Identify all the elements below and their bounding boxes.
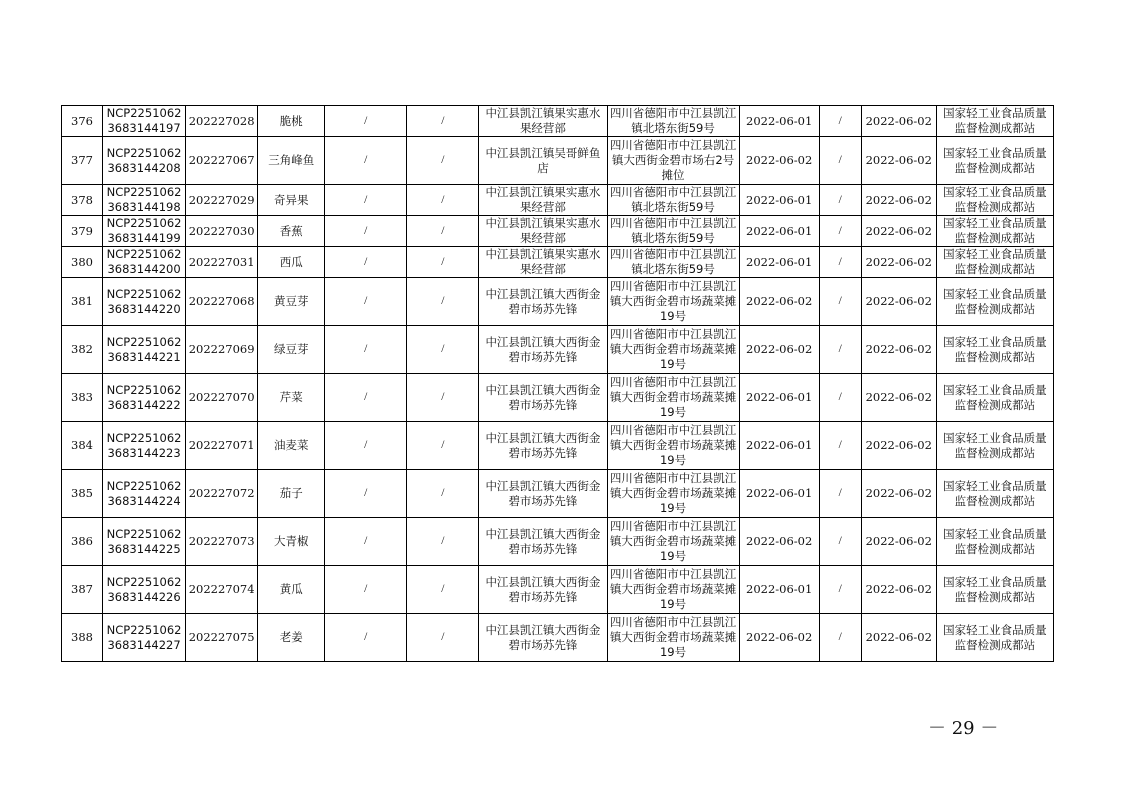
- report-date: 2022-06-02: [861, 326, 936, 374]
- production-date: 2022-06-02: [739, 326, 819, 374]
- entity-address: 四川省德阳市中江县凯江镇大西街金碧市场蔬菜摊19号: [607, 422, 739, 470]
- table-row: [62, 470, 1054, 518]
- empty-field: /: [325, 614, 407, 662]
- entity-address: 四川省德阳市中江县凯江镇大西街金碧市场蔬菜摊19号: [607, 566, 739, 614]
- empty-field: /: [819, 374, 861, 422]
- empty-field: /: [325, 374, 407, 422]
- report-date: 2022-06-02: [861, 470, 936, 518]
- production-date: 2022-06-01: [739, 106, 819, 137]
- empty-field: /: [819, 614, 861, 662]
- testing-agency: 国家轻工业食品质量监督检测成都站: [936, 326, 1053, 374]
- sample-number: 202227031: [186, 247, 258, 278]
- food-name: 黄瓜: [258, 566, 325, 614]
- empty-field: /: [407, 566, 479, 614]
- entity-address: 四川省德阳市中江县凯江镇北塔东街59号: [607, 106, 739, 137]
- row-number: 387: [62, 566, 103, 614]
- testing-agency: 国家轻工业食品质量监督检测成都站: [936, 106, 1053, 137]
- sample-number: 202227075: [186, 614, 258, 662]
- food-name: 老姜: [258, 614, 325, 662]
- empty-field: /: [407, 106, 479, 137]
- sampling-code-line: NCP2251062: [106, 286, 182, 301]
- row-number: 383: [62, 374, 103, 422]
- report-date: 2022-06-02: [861, 106, 936, 137]
- sample-number: 202227067: [186, 137, 258, 185]
- report-date: 2022-06-02: [861, 566, 936, 614]
- sampling-code-line: NCP2251062: [106, 382, 182, 397]
- production-date: 2022-06-01: [739, 470, 819, 518]
- sampling-code: [103, 566, 186, 614]
- sampling-code: [103, 614, 186, 662]
- sampling-code-line: NCP2251062: [106, 247, 182, 261]
- food-name: 大青椒: [258, 518, 325, 566]
- food-name: 黄豆芽: [258, 278, 325, 326]
- sample-number: 202227070: [186, 374, 258, 422]
- sample-number: 202227069: [186, 326, 258, 374]
- sampling-code: [103, 185, 186, 216]
- table-row: [62, 422, 1054, 470]
- empty-field: /: [819, 137, 861, 185]
- sampled-entity: 中江县凯江镇果实惠水果经营部: [479, 216, 607, 247]
- row-number: 378: [62, 185, 103, 216]
- sampling-code: [103, 278, 186, 326]
- table-row: [62, 137, 1054, 185]
- sampling-code-line: 3683144225: [107, 541, 181, 556]
- sampling-code: [103, 216, 186, 247]
- food-name: 三角峰鱼: [258, 137, 325, 185]
- testing-agency: 国家轻工业食品质量监督检测成都站: [936, 518, 1053, 566]
- food-name: 绿豆芽: [258, 326, 325, 374]
- sampling-code: [103, 247, 186, 278]
- report-date: 2022-06-02: [861, 216, 936, 247]
- row-number: 377: [62, 137, 103, 185]
- records-table: [61, 105, 1054, 662]
- production-date: 2022-06-01: [739, 374, 819, 422]
- entity-address: 四川省德阳市中江县凯江镇大西街金碧市场右2号摊位: [607, 137, 739, 185]
- sampling-code-line: NCP2251062: [106, 478, 182, 493]
- sampling-code-line: NCP2251062: [106, 430, 182, 445]
- row-number: 381: [62, 278, 103, 326]
- sample-number: 202227071: [186, 422, 258, 470]
- empty-field: /: [407, 247, 479, 278]
- sample-number: 202227072: [186, 470, 258, 518]
- sample-number: 202227073: [186, 518, 258, 566]
- sampling-code-line: 3683144226: [107, 589, 181, 604]
- sampling-code-line: 3683144200: [107, 262, 181, 276]
- entity-address: 四川省德阳市中江县凯江镇大西街金碧市场蔬菜摊19号: [607, 614, 739, 662]
- food-name: 茄子: [258, 470, 325, 518]
- sampled-entity: 中江县凯江镇大西街金碧市场苏先锋: [479, 422, 607, 470]
- testing-agency: 国家轻工业食品质量监督检测成都站: [936, 137, 1053, 185]
- sampling-code-line: NCP2251062: [106, 145, 182, 160]
- sampling-code-line: 3683144208: [107, 160, 181, 175]
- sample-number: 202227030: [186, 216, 258, 247]
- empty-field: /: [325, 185, 407, 216]
- sample-number: 202227068: [186, 278, 258, 326]
- empty-field: /: [819, 470, 861, 518]
- report-date: 2022-06-02: [861, 614, 936, 662]
- testing-agency: 国家轻工业食品质量监督检测成都站: [936, 374, 1053, 422]
- production-date: 2022-06-02: [739, 137, 819, 185]
- table-row: [62, 185, 1054, 216]
- empty-field: /: [325, 247, 407, 278]
- empty-field: /: [407, 422, 479, 470]
- report-date: 2022-06-02: [861, 374, 936, 422]
- sampled-entity: 中江县凯江镇大西街金碧市场苏先锋: [479, 518, 607, 566]
- production-date: 2022-06-02: [739, 614, 819, 662]
- report-date: 2022-06-02: [861, 137, 936, 185]
- row-number: 388: [62, 614, 103, 662]
- entity-address: 四川省德阳市中江县凯江镇北塔东街59号: [607, 185, 739, 216]
- entity-address: 四川省德阳市中江县凯江镇大西街金碧市场蔬菜摊19号: [607, 374, 739, 422]
- empty-field: /: [819, 216, 861, 247]
- empty-field: /: [819, 185, 861, 216]
- sampling-code: [103, 374, 186, 422]
- empty-field: /: [407, 374, 479, 422]
- sampling-code-line: 3683144197: [107, 121, 181, 135]
- empty-field: /: [407, 326, 479, 374]
- food-name: 香蕉: [258, 216, 325, 247]
- empty-field: /: [819, 326, 861, 374]
- sampling-code-line: 3683144198: [107, 200, 181, 214]
- report-date: 2022-06-02: [861, 185, 936, 216]
- row-number: 384: [62, 422, 103, 470]
- sampled-entity: 中江县凯江镇大西街金碧市场苏先锋: [479, 614, 607, 662]
- production-date: 2022-06-01: [739, 185, 819, 216]
- table-row: [62, 106, 1054, 137]
- empty-field: /: [819, 278, 861, 326]
- report-date: 2022-06-02: [861, 518, 936, 566]
- sampled-entity: 中江县凯江镇大西街金碧市场苏先锋: [479, 566, 607, 614]
- entity-address: 四川省德阳市中江县凯江镇大西街金碧市场蔬菜摊19号: [607, 278, 739, 326]
- empty-field: /: [325, 518, 407, 566]
- empty-field: /: [325, 422, 407, 470]
- testing-agency: 国家轻工业食品质量监督检测成都站: [936, 566, 1053, 614]
- sampled-entity: 中江县凯江镇果实惠水果经营部: [479, 185, 607, 216]
- sampling-code-line: NCP2251062: [106, 622, 182, 637]
- testing-agency: 国家轻工业食品质量监督检测成都站: [936, 247, 1053, 278]
- empty-field: /: [819, 247, 861, 278]
- food-name: 油麦菜: [258, 422, 325, 470]
- testing-agency: 国家轻工业食品质量监督检测成都站: [936, 470, 1053, 518]
- production-date: 2022-06-01: [739, 216, 819, 247]
- empty-field: /: [819, 566, 861, 614]
- row-number: 379: [62, 216, 103, 247]
- sampling-code-line: 3683144221: [107, 349, 181, 364]
- sampling-code-line: NCP2251062: [106, 334, 182, 349]
- table-row: [62, 518, 1054, 566]
- sampling-code: [103, 137, 186, 185]
- table-row: [62, 216, 1054, 247]
- empty-field: /: [407, 278, 479, 326]
- food-name: 脆桃: [258, 106, 325, 137]
- table-row: [62, 614, 1054, 662]
- sampling-code-line: NCP2251062: [106, 185, 182, 199]
- empty-field: /: [325, 326, 407, 374]
- testing-agency: 国家轻工业食品质量监督检测成都站: [936, 216, 1053, 247]
- testing-agency: 国家轻工业食品质量监督检测成都站: [936, 422, 1053, 470]
- sampled-entity: 中江县凯江镇大西街金碧市场苏先锋: [479, 374, 607, 422]
- row-number: 382: [62, 326, 103, 374]
- sampling-code-line: NCP2251062: [106, 106, 182, 120]
- sampling-code-line: 3683144224: [107, 493, 181, 508]
- entity-address: 四川省德阳市中江县凯江镇大西街金碧市场蔬菜摊19号: [607, 518, 739, 566]
- row-number: 385: [62, 470, 103, 518]
- production-date: 2022-06-01: [739, 422, 819, 470]
- production-date: 2022-06-02: [739, 518, 819, 566]
- page-number: － 29 －: [928, 718, 999, 739]
- empty-field: /: [325, 106, 407, 137]
- empty-field: /: [325, 278, 407, 326]
- entity-address: 四川省德阳市中江县凯江镇大西街金碧市场蔬菜摊19号: [607, 326, 739, 374]
- report-date: 2022-06-02: [861, 422, 936, 470]
- sampled-entity: 中江县凯江镇大西街金碧市场苏先锋: [479, 326, 607, 374]
- food-name: 芹菜: [258, 374, 325, 422]
- empty-field: /: [407, 614, 479, 662]
- sampling-code-line: 3683144199: [107, 231, 181, 245]
- sampling-code-line: NCP2251062: [106, 526, 182, 541]
- sampling-code: [103, 326, 186, 374]
- sampling-code: [103, 106, 186, 137]
- entity-address: 四川省德阳市中江县凯江镇北塔东街59号: [607, 247, 739, 278]
- report-date: 2022-06-02: [861, 278, 936, 326]
- table-row: [62, 566, 1054, 614]
- empty-field: /: [407, 470, 479, 518]
- row-number: 376: [62, 106, 103, 137]
- sampled-entity: 中江县凯江镇大西街金碧市场苏先锋: [479, 470, 607, 518]
- table-body: [62, 106, 1054, 662]
- empty-field: /: [819, 518, 861, 566]
- production-date: 2022-06-01: [739, 566, 819, 614]
- table-row: [62, 247, 1054, 278]
- sampled-entity: 中江县凯江镇吴哥鲜鱼店: [479, 137, 607, 185]
- entity-address: 四川省德阳市中江县凯江镇北塔东街59号: [607, 216, 739, 247]
- empty-field: /: [819, 106, 861, 137]
- food-name: 奇异果: [258, 185, 325, 216]
- empty-field: /: [325, 470, 407, 518]
- row-number: 380: [62, 247, 103, 278]
- sample-number: 202227074: [186, 566, 258, 614]
- sampling-code-line: 3683144223: [107, 445, 181, 460]
- empty-field: /: [819, 422, 861, 470]
- sampling-code: [103, 518, 186, 566]
- sampling-code-line: 3683144220: [107, 301, 181, 316]
- testing-agency: 国家轻工业食品质量监督检测成都站: [936, 278, 1053, 326]
- row-number: 386: [62, 518, 103, 566]
- empty-field: /: [407, 137, 479, 185]
- report-date: 2022-06-02: [861, 247, 936, 278]
- sampling-code-line: NCP2251062: [106, 216, 182, 230]
- empty-field: /: [325, 137, 407, 185]
- sampling-code: [103, 422, 186, 470]
- sampling-code-line: NCP2251062: [106, 574, 182, 589]
- empty-field: /: [407, 216, 479, 247]
- sample-number: 202227029: [186, 185, 258, 216]
- sample-number: 202227028: [186, 106, 258, 137]
- sampled-entity: 中江县凯江镇果实惠水果经营部: [479, 247, 607, 278]
- empty-field: /: [407, 185, 479, 216]
- table-row: [62, 278, 1054, 326]
- table-row: [62, 326, 1054, 374]
- empty-field: /: [325, 216, 407, 247]
- sampling-code: [103, 470, 186, 518]
- empty-field: /: [325, 566, 407, 614]
- entity-address: 四川省德阳市中江县凯江镇大西街金碧市场蔬菜摊19号: [607, 470, 739, 518]
- production-date: 2022-06-01: [739, 247, 819, 278]
- sampling-code-line: 3683144222: [107, 397, 181, 412]
- sampled-entity: 中江县凯江镇果实惠水果经营部: [479, 106, 607, 137]
- testing-agency: 国家轻工业食品质量监督检测成都站: [936, 614, 1053, 662]
- table-row: [62, 374, 1054, 422]
- testing-agency: 国家轻工业食品质量监督检测成都站: [936, 185, 1053, 216]
- empty-field: /: [407, 518, 479, 566]
- sampling-code-line: 3683144227: [107, 637, 181, 652]
- production-date: 2022-06-02: [739, 278, 819, 326]
- food-name: 西瓜: [258, 247, 325, 278]
- sampled-entity: 中江县凯江镇大西街金碧市场苏先锋: [479, 278, 607, 326]
